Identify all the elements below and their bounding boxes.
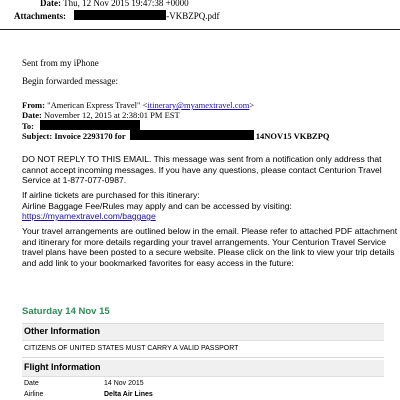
baggage-line: Airline Baggage Fee/Rules may apply and can be accessed by visiting: xyxy=(22,200,292,211)
flight-row-value: Delta Air Lines xyxy=(104,391,153,398)
outer-date-row xyxy=(40,0,189,8)
fwd-subject-label: Subject: xyxy=(22,131,53,141)
subject-redaction xyxy=(130,130,254,140)
header-divider xyxy=(0,29,400,30)
flight-row-label: Date xyxy=(24,380,39,387)
redaction-block xyxy=(74,10,166,20)
fwd-date-label: Date: xyxy=(22,110,42,120)
other-info-text: CITIZENS OF UNITED STATES MUST CARRY A VALID PASSPORT xyxy=(24,345,239,352)
arrangements-line: and itinerary for more details regarding your travel arrangements. Your Centurion Travel Service xyxy=(22,236,386,247)
fwd-date-row xyxy=(22,110,180,120)
outer-date-label: Date: xyxy=(40,0,61,8)
attachments-row xyxy=(14,10,220,21)
notice-line: Service at 1-877-077-0987. xyxy=(22,175,127,185)
fwd-from-name: "American Express Travel" < xyxy=(47,100,148,110)
attachment-filename[interactable]: -VKBZPQ.pdf xyxy=(166,11,220,21)
notice-paragraph xyxy=(22,154,382,186)
begin-forwarded-text: Begin forwarded message: xyxy=(22,76,118,86)
fwd-subject-prefix: Invoice 2293170 for xyxy=(54,131,126,141)
other-info-title: Other Information xyxy=(24,326,100,336)
fwd-from-email-link[interactable]: itinerary@myamextravel.com xyxy=(147,100,250,110)
arrangements-line: travel plans have been posted to a secure website. Please click on the link to view your trip details xyxy=(22,247,395,257)
baggage-line: If airline tickets are purchased for this itinerary: xyxy=(22,190,200,200)
baggage-paragraph xyxy=(22,190,292,222)
arrangements-line: and add link to your bookmarked favorites for easy access in the future: xyxy=(22,257,294,268)
sent-from-text: Sent from my iPhone xyxy=(22,58,99,68)
flight-row-value: 14 Nov 2015 xyxy=(104,380,144,387)
flight-row-label: Airline xyxy=(24,391,44,398)
fwd-subject-suffix: 14NOV15 VKBZPQ xyxy=(255,131,330,141)
outer-date-value: Thu, 12 Nov 2015 19:47:38 +0000 xyxy=(63,0,189,8)
arrangements-paragraph xyxy=(22,226,397,268)
to-redaction xyxy=(40,120,140,130)
fwd-date-value: November 12, 2015 at 2:38:01 PM EST xyxy=(43,110,180,120)
flight-info-title: Flight Information xyxy=(24,362,101,372)
fwd-from-label: From: xyxy=(22,100,45,110)
fwd-from-row xyxy=(22,100,254,110)
baggage-link[interactable]: https://myamextravel.com/baggage xyxy=(22,211,156,221)
arrangements-line: Your travel arrangements are outlined below in the email. Please refer to attached PDF attachment xyxy=(22,226,398,236)
fwd-subject-row xyxy=(22,130,330,141)
notice-line: cannot accept incoming messages. If you have any questions, please contact Centurion Travel xyxy=(22,164,382,175)
day-heading: Saturday 14 Nov 15 xyxy=(22,306,110,317)
fwd-from-close: > xyxy=(249,100,255,110)
fwd-to-label: To: xyxy=(22,121,34,131)
section-divider xyxy=(22,357,384,358)
attachments-label: Attachments: xyxy=(14,11,66,21)
notice-line: DO NOT REPLY TO THIS EMAIL. This message was sent from a notification only address that xyxy=(22,154,382,164)
